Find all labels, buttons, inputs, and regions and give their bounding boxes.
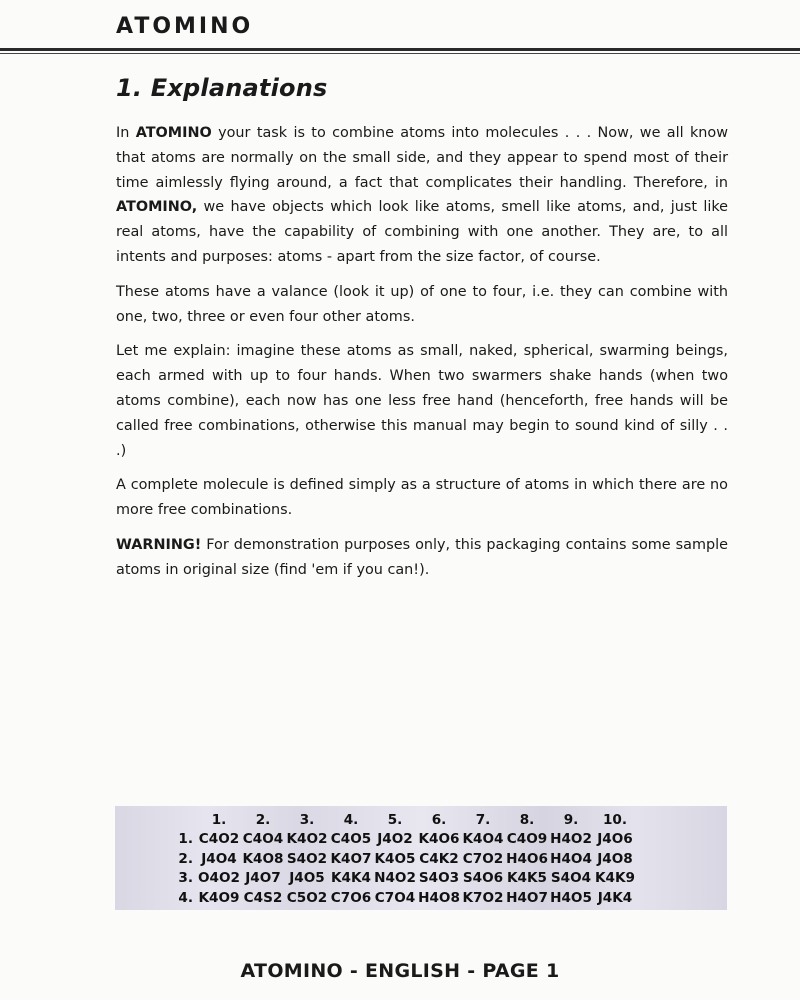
paragraph-molecule: A complete molecule is defined simply as a structure of atoms in which there are no more free combinations. [116, 477, 728, 519]
code-cell: J4O2 [377, 831, 413, 848]
paragraph-hands: Let me explain: imagine these atoms as small, naked, spherical, swarming beings, each armed with up to four hands. When two swarmers shake hands (when two atoms combine), each now has one less free hand (henceforth, free hands will be called free combinations, otherwise this manual may begin to sound kind of silly . . .) [116, 343, 728, 459]
header-title: ATOMINO [116, 14, 254, 39]
code-cell: K4O9 [198, 889, 240, 906]
code-cell: H4O4 [550, 850, 592, 867]
column-header: 9. [563, 811, 579, 828]
code-table [115, 806, 727, 910]
code-cell: K7O2 [462, 889, 504, 906]
section-title: 1. Explanations [116, 74, 328, 102]
column-header: 1. [211, 811, 227, 828]
text-run: For demonstration purposes only, this packaging contains some sample atoms in original size (find 'em if you can!). [116, 536, 728, 578]
paragraph-intro [116, 121, 728, 270]
code-cell: C7O6 [330, 889, 372, 906]
code-cell: C4O4 [242, 831, 284, 848]
warning-label: WARNING! [116, 536, 202, 553]
code-cell: J4K4 [597, 889, 633, 906]
text-run: In [116, 125, 136, 141]
code-cell: H4O5 [550, 889, 592, 906]
code-cell: C7O2 [462, 850, 504, 867]
corner-cell [171, 810, 197, 830]
code-cell: C7O4 [374, 889, 416, 906]
page-footer: ATOMINO - ENGLISH - PAGE 1 [240, 960, 560, 982]
code-cell: K4K9 [595, 870, 635, 887]
body-text [116, 121, 728, 593]
row-label: 2. [178, 850, 193, 867]
header-rule-thin [0, 53, 800, 54]
text-run: we have objects which look like atoms, smell like atoms, and, just like real atoms, have the capability of combining with one another. They are, to all intents and purposes: atoms - apart from the size factor, of course. [116, 199, 728, 265]
bold-term: ATOMINO, [116, 199, 198, 216]
code-cell: K4O2 [286, 831, 328, 848]
code-cell: H4O8 [418, 889, 460, 906]
code-cell: J4O7 [245, 870, 281, 887]
paragraph-valance: These atoms have a valance (look it up) of one to four, i.e. they can combine with one, two, three or even four other atoms. [116, 283, 728, 325]
column-header: 6. [431, 811, 447, 828]
code-cell: S4O6 [462, 870, 504, 887]
code-cell: J4O6 [597, 831, 633, 848]
code-cell: J4O8 [597, 850, 633, 867]
row-label: 3. [178, 870, 193, 887]
code-cell: S4O3 [418, 870, 460, 887]
code-grid [171, 810, 637, 908]
code-cell: K4O4 [462, 831, 504, 848]
code-cell: K4O6 [418, 831, 460, 848]
code-cell: K4O7 [330, 850, 372, 867]
code-row [171, 849, 637, 869]
code-cell: J4O5 [289, 870, 325, 887]
code-cell: C4O9 [506, 831, 548, 848]
column-header: 2. [255, 811, 271, 828]
code-cell: C4S2 [243, 889, 283, 906]
code-cell: C4K2 [419, 850, 459, 867]
code-cell: C5O2 [286, 889, 328, 906]
row-label: 1. [178, 831, 193, 848]
paragraph-warning [116, 533, 728, 583]
row-label: 4. [178, 889, 193, 906]
code-row [171, 830, 637, 850]
code-cell: K4O8 [242, 850, 284, 867]
code-cell: H4O6 [506, 850, 548, 867]
code-cell: H4O7 [506, 889, 548, 906]
bold-term: ATOMINO [135, 125, 212, 141]
code-cell: K4K5 [507, 870, 547, 887]
code-cell: O4O2 [197, 870, 241, 887]
text-run: your task is to combine atoms into molecules . . . Now, we all know that atoms are normally on the small side, and they appear to spend most of their time aimlessly flying around, a fact that complicates their handling. Therefore, in [116, 125, 728, 191]
column-header: 8. [519, 811, 535, 828]
code-header-row [171, 810, 637, 830]
code-cell: K4K4 [331, 870, 371, 887]
code-cell: J4O4 [201, 850, 237, 867]
code-cell: N4O2 [374, 870, 416, 887]
code-row [171, 888, 637, 908]
column-header: 5. [387, 811, 403, 828]
code-cell: S4O4 [550, 870, 592, 887]
column-header: 4. [343, 811, 359, 828]
column-header: 10. [602, 811, 628, 828]
column-header: 7. [475, 811, 491, 828]
header-rule [0, 48, 800, 51]
column-header: 3. [299, 811, 315, 828]
code-cell: K4O5 [374, 850, 416, 867]
code-cell: C4O5 [330, 831, 372, 848]
code-cell: S4O2 [286, 850, 328, 867]
code-cell: H4O2 [550, 831, 592, 848]
code-row [171, 869, 637, 889]
code-cell: C4O2 [198, 831, 240, 848]
